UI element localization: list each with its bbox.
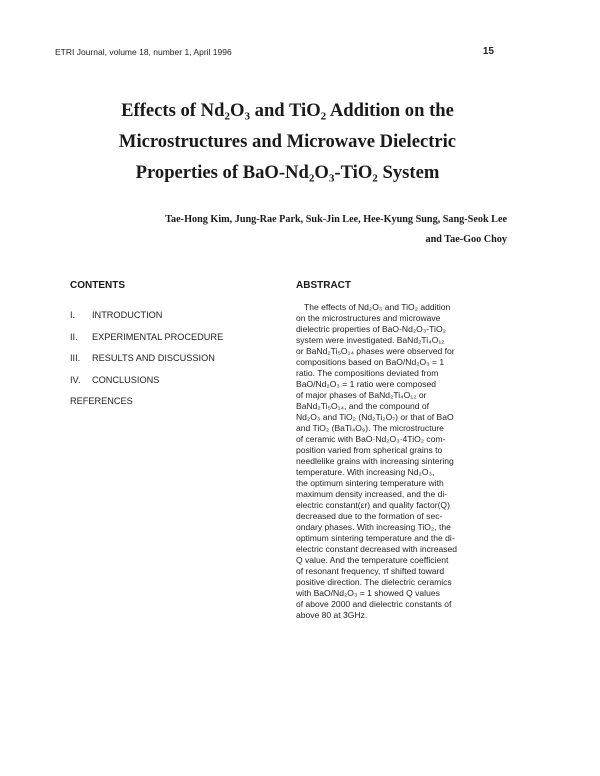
abstract-heading: ABSTRACT	[296, 280, 351, 291]
paper-title	[55, 95, 520, 188]
abstract-line: maximum density increased, and the di-	[296, 489, 448, 499]
abstract-line: The effects of Nd₂O₃ and TiO₂ addition	[304, 302, 451, 312]
abstract-line: ratio. The compositions deviated from	[296, 368, 439, 378]
abstract-line: system were investigated. BaNd₂Ti₄O₁₂	[296, 335, 445, 345]
contents-item-label: EXPERIMENTAL PROCEDURE	[92, 331, 224, 342]
abstract-line: position varied from spherical grains to	[296, 445, 443, 455]
title-line: Properties of BaO-Nd₂O₃-TiO₂ System	[135, 162, 440, 183]
abstract-line: of above 2000 and dielectric constants of	[296, 599, 452, 609]
contents-references: REFERENCES	[70, 396, 133, 406]
contents-list	[70, 308, 270, 416]
author-list	[100, 210, 507, 250]
contents-item	[70, 308, 270, 330]
page-number: 15	[482, 46, 494, 57]
contents-heading: CONTENTS	[70, 280, 125, 291]
abstract-line: temperature. With increasing Nd₂O₃,	[296, 467, 435, 477]
abstract-line: on the microstructures and microwave	[296, 313, 441, 323]
abstract-line: electric constant decreased with increased	[296, 544, 458, 554]
abstract-line: and TiO₂ (BaTi₄O₉). The microstructure	[296, 423, 444, 433]
author-line: and Tae-Goo Choy	[425, 234, 507, 245]
abstract-line: dielectric properties of BaO-Nd₂O₃-TiO₂	[296, 324, 446, 334]
abstract-line: ondary phases. With increasing TiO₂, the	[296, 522, 451, 532]
contents-item-label: INTRODUCTION	[92, 310, 163, 320]
abstract-line: BaNd₂Ti₅O₁₄, and the compound of	[296, 401, 430, 411]
abstract-line: or BaNd₂Ti₅O₁₄ phases were observed for	[296, 346, 455, 356]
contents-item-label: RESULTS AND DISCUSSION	[92, 353, 215, 363]
journal-header: ETRI Journal, volume 18, number 1, April 1996	[55, 47, 232, 57]
abstract-line: above 80 at 3GHz.	[296, 610, 368, 620]
abstract-line: the optimum sintering temperature with	[296, 478, 444, 488]
abstract-line: optimum sintering temperature and the di-	[296, 533, 455, 543]
contents-item-number: III.	[70, 353, 81, 363]
abstract-line: BaO/Nd₂O₃ = 1 ratio were composed	[296, 379, 437, 389]
abstract-line: of major phases of BaNd₂Ti₄O₁₂ or	[296, 390, 427, 400]
abstract-line: needlelike grains with increasing sintering	[296, 456, 454, 466]
contents-item-label: CONCLUSIONS	[92, 374, 160, 385]
abstract-line: positive direction. The dielectric ceramics	[296, 577, 452, 587]
abstract-line: Nd₂O₃ and TiO₂ (Nd₂Ti₂O₇) or that of BaO	[296, 412, 454, 422]
abstract-line: with BaO/Nd₂O₃ = 1 showed Q values	[296, 588, 440, 598]
abstract-line: of resonant frequency, τf shifted toward	[296, 566, 445, 576]
author-line: Tae-Hong Kim, Jung-Rae Park, Suk-Jin Lee, Hee-Kyung Sung, Sang-Seok Lee	[165, 214, 507, 225]
contents-item-number: IV.	[70, 374, 81, 385]
abstract-line: Q value. And the temperature coefficient	[296, 555, 449, 565]
contents-item-number: I.	[70, 310, 76, 320]
contents-item	[70, 330, 270, 352]
abstract-line: decreased due to the formation of sec-	[296, 511, 443, 521]
title-line: Microstructures and Microwave Dielectric	[118, 131, 457, 152]
contents-item-number: II.	[70, 331, 78, 342]
abstract-line: of ceramic with BaO·Nd₂O₃·4TiO₂ com-	[296, 434, 446, 444]
abstract-line: compositions based on BaO/Nd₂O₃ = 1	[296, 357, 445, 367]
contents-item	[70, 351, 270, 373]
abstract-body	[296, 302, 525, 621]
title-line: Effects of Nd₂O₃ and TiO₂ Addition on the	[121, 100, 454, 121]
abstract-line: electric constant(εr) and quality factor(Q)	[296, 500, 450, 510]
contents-item	[70, 373, 270, 395]
